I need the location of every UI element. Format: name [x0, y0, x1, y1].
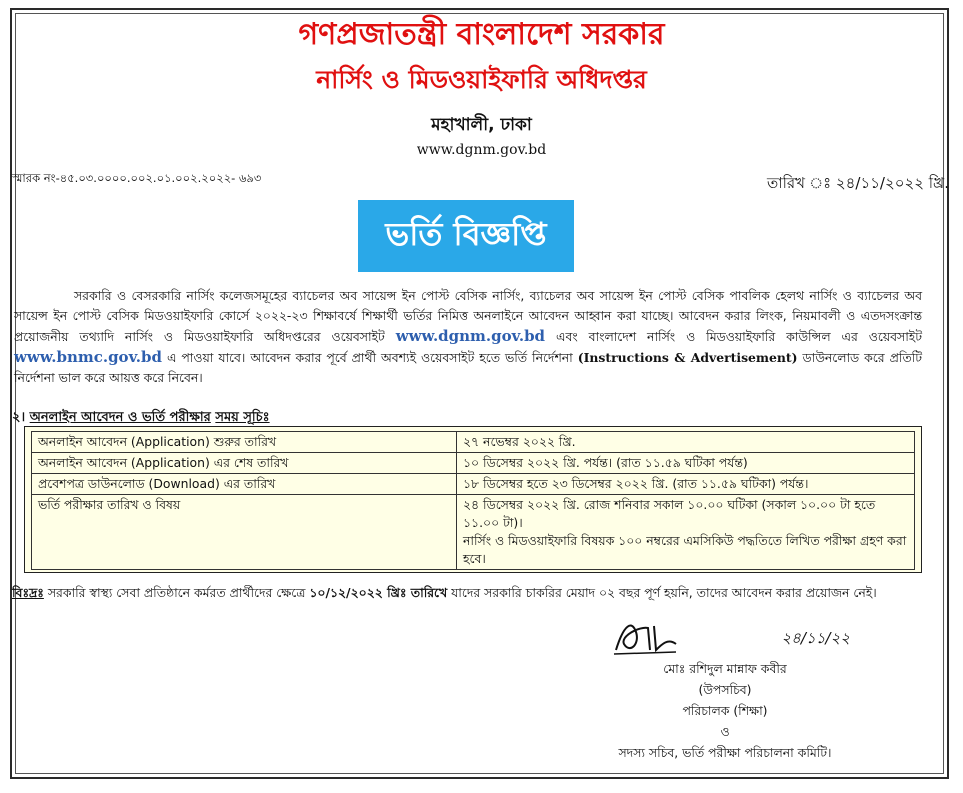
schedule-table-box	[24, 426, 922, 573]
header-website: www.dgnm.gov.bd	[416, 142, 547, 158]
memo-number: স্মারক নং-৪৫.০৩.০০০০.০০২.০১.০০২.২০২২- ৬৯৩	[12, 171, 262, 185]
schedule-title-2: সময় সূচিঃ	[215, 410, 270, 425]
note-text-1: সরকারি স্বাস্থ্য সেবা প্রতিষ্ঠানে কর্মরত প্রার্থীদের ক্ষেত্রে	[47, 585, 306, 600]
location: মহাখালী, ঢাকা	[431, 115, 532, 135]
signatory-designation: (উপসচিব)	[698, 682, 752, 697]
notice-date: তারিখ ঃ ২৪/১১/২০২২ খ্রি.	[766, 174, 949, 192]
schedule-item: অনলাইন আবেদন (Application) শুরুর তারিখ	[32, 432, 457, 453]
note	[12, 582, 924, 603]
schedule-value-extra: নার্সিং ও মিডওয়াইফারি বিষয়ক ১০০ নম্বরের এমসিকিউ পদ্ধতিতে লিখিত পরীক্ষা গ্রহণ করা হবে।	[463, 533, 907, 566]
signatory-role: পরিচালক (শিক্ষা)	[682, 703, 768, 718]
schedule-item: প্রবেশপত্র ডাউনলোড (Download) এর তারিখ	[32, 474, 457, 495]
table-row	[32, 453, 915, 474]
schedule-title: অনলাইন আবেদন ও ভর্তি পরীক্ষার	[29, 410, 211, 425]
body-text-3: এ পাওয়া যাবে। আবেদন করার পূর্বে প্রার্থী অবশ্যই ওয়েবসাইট হতে ভর্তি নির্দেশনা	[166, 350, 573, 365]
signature-row	[600, 614, 850, 658]
note-text-2: যাদের সরকারি চাকরির মেয়াদ ০২ বছর পূর্ণ হয়নি, তাদের আবেদন করার প্রয়োজন নেই।	[451, 585, 877, 600]
body-text-1: সরকারি ও বেসরকারি নার্সিং কলেজসমূহের ব্যাচেলর অব সায়েন্স ইন পোস্ট বেসিক নার্সিং, ব্যাচেলর অব সায়েন্স ইন পোস্ট বেসিক পাবলিক হেলথ নার্সিং ও ব্যাচেলর অব সায়েন্স ইন পোস্ট বেসিক মিডওয়াইফারি কোর্সে ২০২২-২৩ শিক্ষাবর্ষে শিক্ষার্থী ভর্তির নিমিত্ত অনলাইনে আবেদন আহ্বান করা যাচ্ছে। আবেদন করার লিংক, নিয়মাবলী ও এতদসংক্রান্ত প্রয়োজনীয় তথ্যাদি নার্সিং ও মিডওয়াইফারি অধিদপ্তরের ওয়েবসাইট	[14, 288, 922, 344]
note-date: ১০/১২/২০২২ খ্রিঃ তারিখে	[309, 585, 448, 600]
schedule-value: ২৭ নভেম্বর ২০২২ খ্রি.	[457, 432, 915, 453]
signatory-conjunction: ও	[720, 724, 730, 739]
signature-image	[610, 614, 680, 658]
signature-date: ২৪/১১/২২	[781, 629, 850, 647]
government-title: গণপ্রজাতন্ত্রী বাংলাদেশ সরকার	[298, 17, 665, 52]
signature-block	[600, 614, 850, 763]
signatory-name: মোঃ রশিদুল মান্নাফ কবীর	[663, 661, 787, 676]
schedule-value: ১০ ডিসেম্বর ২০২২ খ্রি. পর্যন্ত। (রাত ১১.৫৯ ঘটিকা পর্যন্ত)	[457, 453, 915, 474]
schedule-item: অনলাইন আবেদন (Application) এর শেষ তারিখ	[32, 453, 457, 474]
note-label: বিঃদ্রঃ	[12, 585, 44, 600]
instructions-text: (Instructions & Advertisement)	[577, 350, 798, 365]
table-row	[32, 495, 915, 570]
department-title: নার্সিং ও মিডওয়াইফারি অধিদপ্তর	[316, 65, 647, 94]
schedule-item: ভর্তি পরীক্ষার তারিখ ও বিষয়	[32, 495, 457, 570]
schedule-value: ১৮ ডিসেম্বর হতে ২৩ ডিসেম্বর ২০২২ খ্রি. (রাত ১১.৫৯ ঘটিকা) পর্যন্ত।	[457, 474, 915, 495]
admission-banner: ভর্তি বিজ্ঞপ্তি	[358, 200, 574, 272]
table-row	[32, 432, 915, 453]
dgnm-link[interactable]: www.dgnm.gov.bd	[395, 327, 546, 345]
body-text-2: এবং বাংলাদেশ নার্সিং ও মিডওয়াইফারি কাউন্সিল এর ওয়েবসাইট	[556, 329, 922, 344]
body-text-4: ডাউনলোড করে প্রতিটি নির্দেশনা ভাল করে আয়ত্ত করে নিবেন।	[14, 350, 922, 385]
signatory-role-2: সদস্য সচিব, ভর্তি পরীক্ষা পরিচালনা কমিটি।	[618, 745, 832, 760]
table-row	[32, 474, 915, 495]
schedule-value-cell	[457, 495, 915, 570]
schedule-number: ২।	[12, 410, 26, 425]
schedule-value: ২৪ ডিসেম্বর ২০২২ খ্রি. রোজ শনিবার সকাল ১০.০০ ঘটিকা (সকাল ১০.০০ টা হতে ১১.০০ টা)।	[463, 497, 876, 530]
bnmc-link[interactable]: www.bnmc.gov.bd	[14, 348, 162, 366]
schedule-table	[31, 431, 915, 570]
notice-body	[14, 286, 922, 388]
